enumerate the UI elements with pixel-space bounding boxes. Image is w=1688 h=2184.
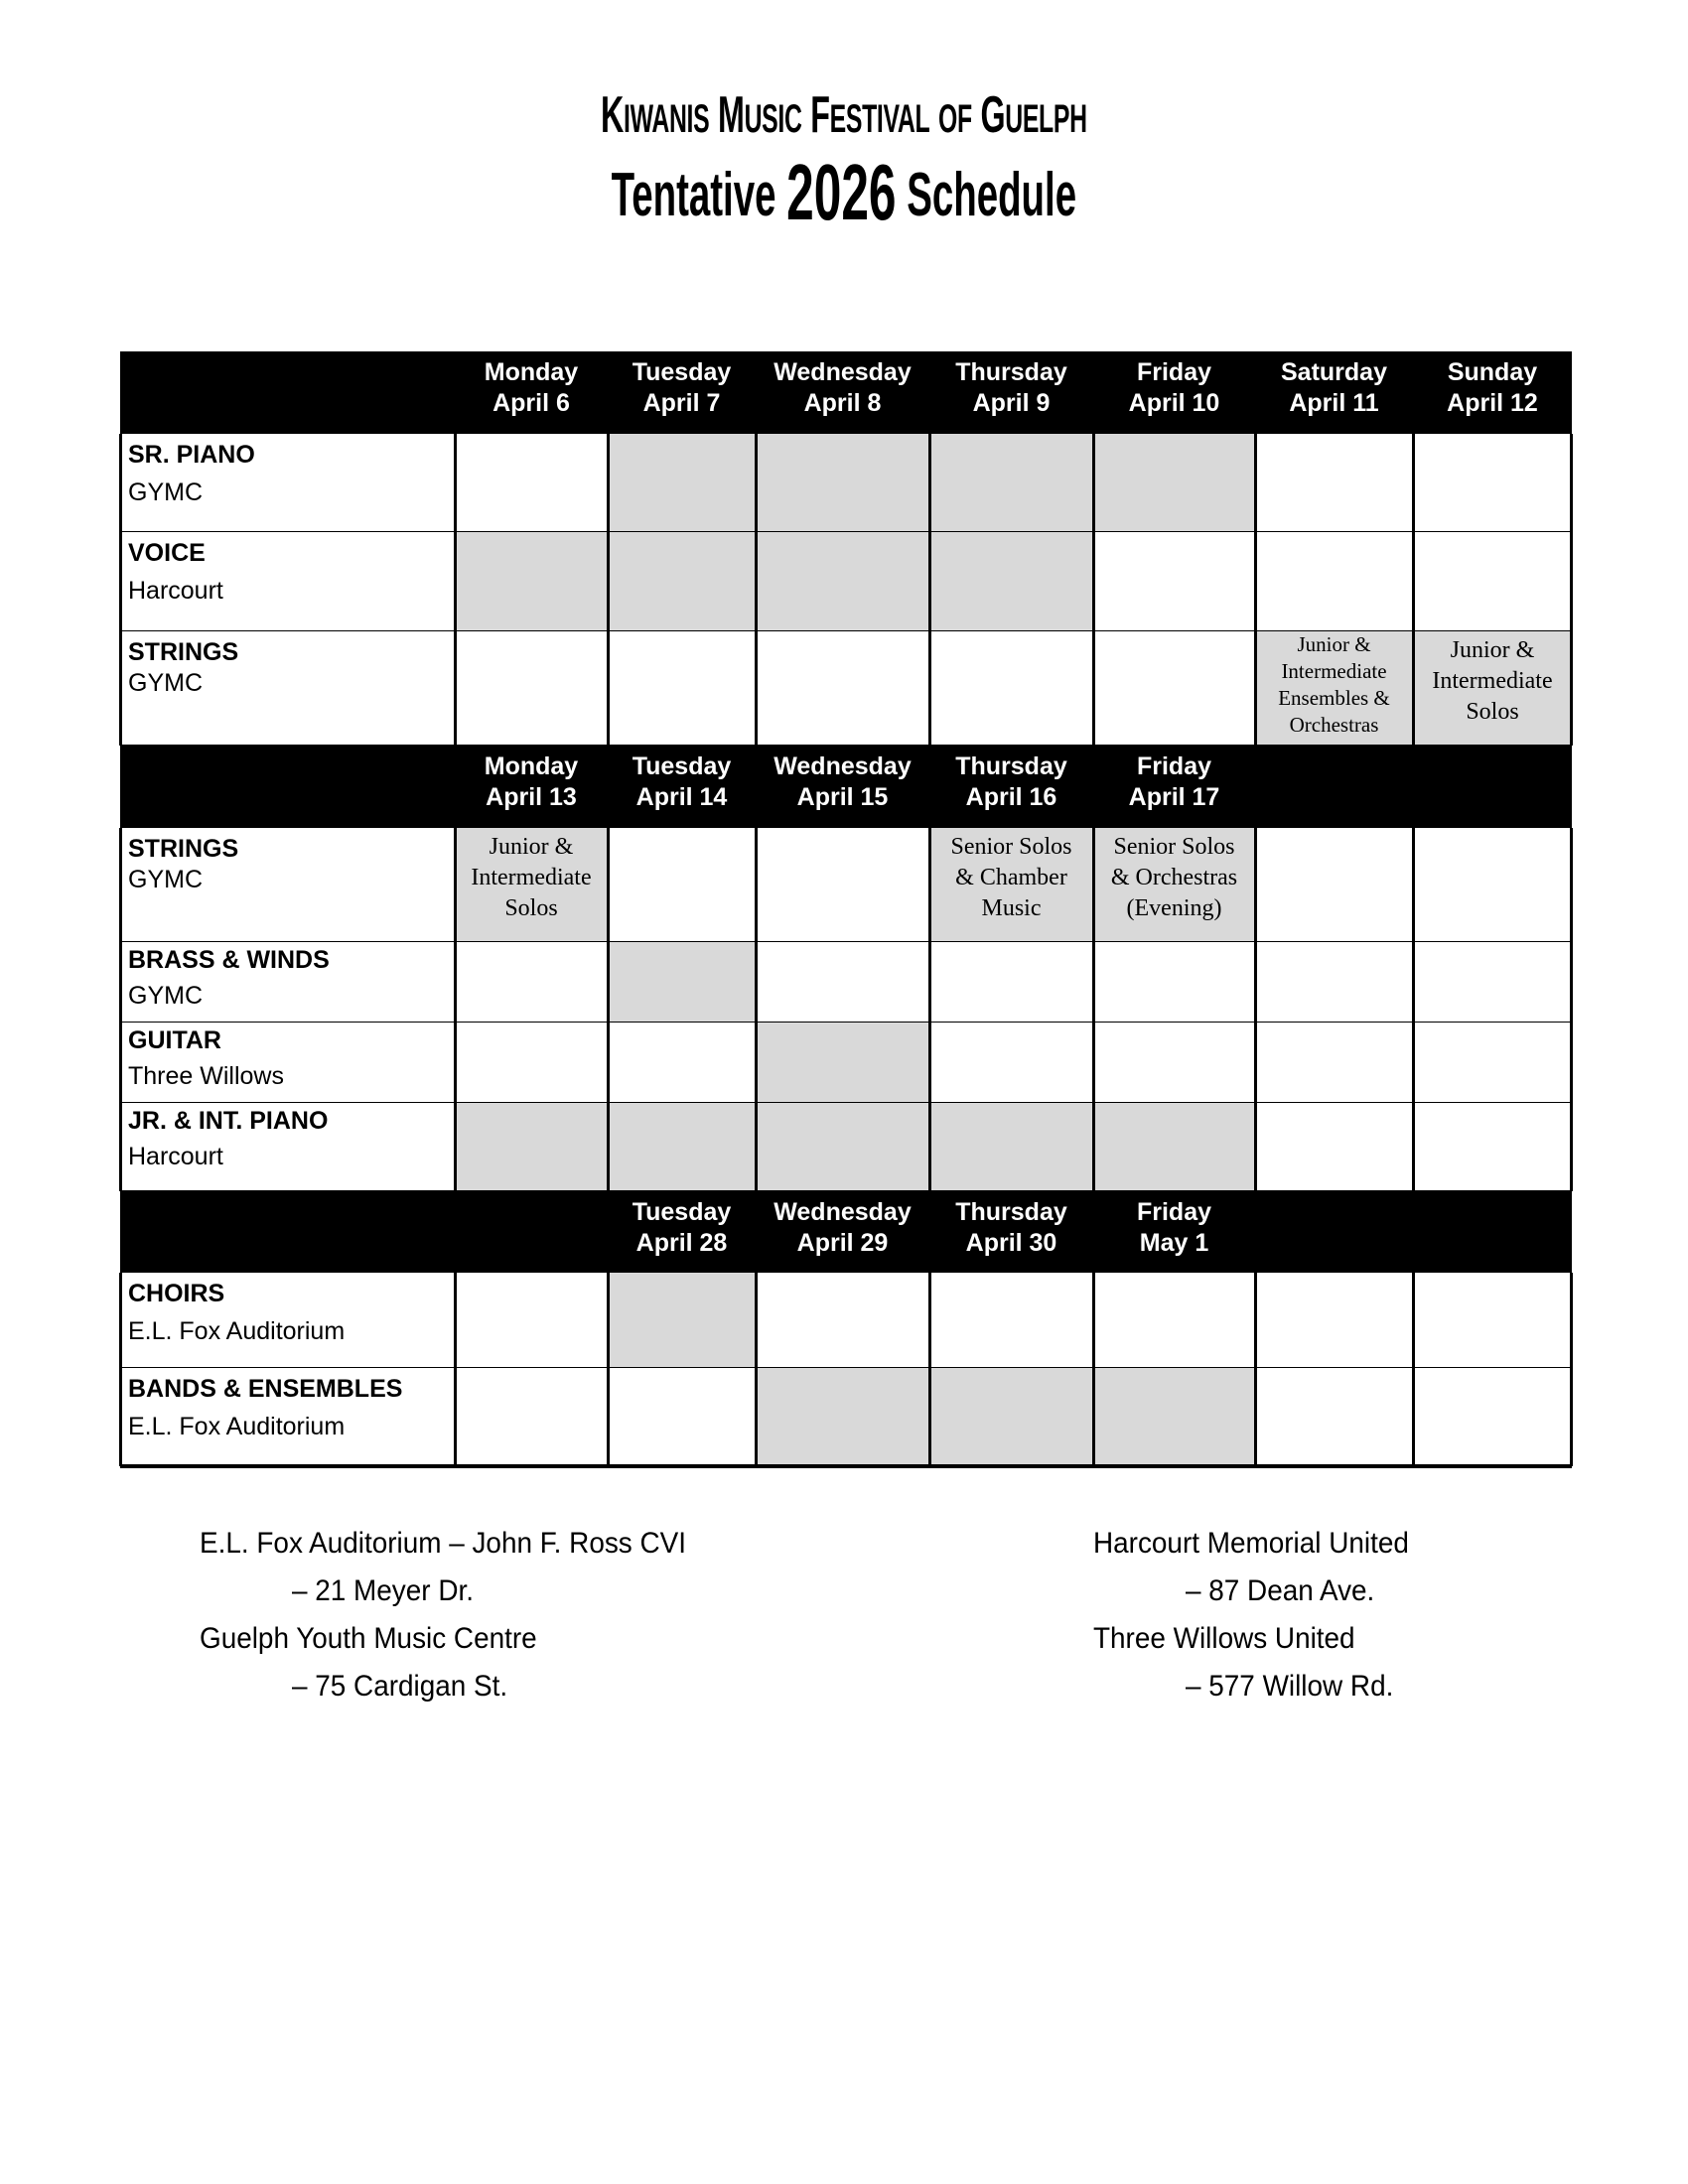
- row-header: [120, 631, 455, 746]
- schedule-title-prefix: Tentative: [611, 161, 776, 229]
- session-note: Junior & Intermediate Solos: [471, 834, 592, 921]
- schedule-cell-open[interactable]: [608, 631, 756, 746]
- schedule-cell-open[interactable]: [1413, 532, 1572, 631]
- schedule-cell-open[interactable]: [1413, 1273, 1572, 1368]
- grid-line: [454, 828, 457, 1191]
- category-venue: Harcourt: [128, 577, 223, 605]
- day-date: April 9: [972, 389, 1051, 417]
- grid-line: [119, 1273, 122, 1466]
- schedule-cell-open[interactable]: [455, 1023, 608, 1103]
- grid-line: [454, 1273, 457, 1466]
- day-date: April 12: [1447, 389, 1538, 417]
- day-date: April 11: [1289, 389, 1379, 417]
- schedule-cell-open[interactable]: [756, 1273, 929, 1368]
- day-weekday: Friday: [1136, 358, 1212, 386]
- grid-line: [755, 434, 758, 746]
- row-label: [128, 1370, 402, 1445]
- grid-line: [1570, 1273, 1573, 1466]
- grid-line: [928, 828, 931, 1191]
- day-date: April 8: [803, 389, 882, 417]
- day-date: April 17: [1128, 783, 1220, 811]
- schedule-cell-open[interactable]: [608, 1368, 756, 1466]
- title-rest: IWANIS: [624, 97, 710, 141]
- grid-line: [1092, 828, 1095, 1191]
- row-header: [120, 1368, 455, 1466]
- day-header: [929, 1197, 1093, 1261]
- session-note: Senior Solos & Orchestras (Evening): [1110, 834, 1238, 921]
- category-venue: GYMC: [128, 669, 203, 697]
- row-label: [128, 534, 223, 610]
- schedule-cell-open[interactable]: [929, 1023, 1093, 1103]
- day-weekday: Wednesday: [774, 752, 912, 780]
- title-rest: ESTIVAL: [829, 97, 930, 141]
- venue-address: – 577 Willow Rd.: [1186, 1670, 1394, 1703]
- grid-line: [755, 1273, 758, 1466]
- schedule-cell-open[interactable]: [1255, 434, 1413, 532]
- day-weekday: Friday: [1136, 1198, 1212, 1226]
- grid-line: [1570, 828, 1573, 1191]
- schedule-cell-open[interactable]: [455, 631, 608, 746]
- schedule-cell-booked[interactable]: [929, 1103, 1093, 1191]
- category-venue: Three Willows: [128, 1062, 284, 1090]
- grid-line: [1254, 434, 1257, 746]
- day-weekday: Thursday: [955, 1198, 1067, 1226]
- venue-name: Harcourt Memorial United: [1093, 1527, 1409, 1560]
- schedule-cell-booked[interactable]: [929, 828, 1093, 942]
- row-header: [120, 828, 455, 942]
- schedule-cell-open[interactable]: [608, 1023, 756, 1103]
- grid-line: [755, 828, 758, 1191]
- venue-list-right: [1093, 1520, 1409, 1710]
- day-weekday: Tuesday: [632, 1198, 732, 1226]
- schedule-cell-booked[interactable]: [929, 434, 1093, 532]
- schedule-cell-booked[interactable]: [1255, 631, 1413, 746]
- schedule-cell-open[interactable]: [929, 1273, 1093, 1368]
- category-name: SR. PIANO: [128, 441, 255, 469]
- category-venue: Harcourt: [128, 1143, 223, 1170]
- grid-line: [1570, 434, 1573, 746]
- schedule-cell-booked[interactable]: [1093, 1103, 1255, 1191]
- schedule-cell-open[interactable]: [1255, 1273, 1413, 1368]
- category-name: GUITAR: [128, 1026, 221, 1054]
- day-weekday: Tuesday: [632, 358, 732, 386]
- row-label: [128, 637, 238, 699]
- grid-line: [119, 828, 122, 1191]
- title-initial: G: [980, 86, 1006, 144]
- day-weekday: Friday: [1136, 752, 1212, 780]
- category-name: VOICE: [128, 539, 206, 567]
- grid-line: [928, 434, 931, 746]
- schedule-cell-booked[interactable]: [756, 1103, 929, 1191]
- day-weekday: Thursday: [955, 358, 1067, 386]
- row-label: [128, 1103, 328, 1174]
- schedule-cell-booked[interactable]: [756, 1368, 929, 1466]
- schedule-cell-open[interactable]: [455, 434, 608, 532]
- schedule-cell-open[interactable]: [455, 1368, 608, 1466]
- day-date: April 15: [796, 783, 889, 811]
- venue-name: E.L. Fox Auditorium – John F. Ross CVI: [200, 1527, 687, 1560]
- schedule-cell-open[interactable]: [1255, 1103, 1413, 1191]
- day-header: [608, 357, 756, 421]
- grid-line: [1092, 434, 1095, 746]
- session-note: Junior & Intermediate Solos: [1432, 637, 1553, 725]
- schedule-cell-open[interactable]: [1255, 532, 1413, 631]
- schedule-cell-booked[interactable]: [1413, 631, 1572, 746]
- schedule-cell-open[interactable]: [1255, 1368, 1413, 1466]
- title-initial: M: [718, 86, 745, 144]
- venue-list-left: [200, 1520, 686, 1710]
- venue-address: – 75 Cardigan St.: [292, 1670, 508, 1703]
- title-initial: K: [601, 86, 625, 144]
- schedule-cell-booked[interactable]: [1093, 828, 1255, 942]
- title-rest: OF: [938, 97, 972, 141]
- grid-line: [1254, 1273, 1257, 1466]
- schedule-year: 2026: [786, 148, 897, 236]
- day-date: April 16: [965, 783, 1057, 811]
- category-venue: GYMC: [128, 866, 203, 893]
- category-name: JR. & INT. PIANO: [128, 1107, 329, 1135]
- day-weekday: Tuesday: [632, 752, 732, 780]
- day-date: April 6: [492, 389, 570, 417]
- schedule-cell-booked[interactable]: [756, 532, 929, 631]
- category-name: BRASS & WINDS: [128, 946, 330, 974]
- grid-line: [928, 1273, 931, 1466]
- schedule-cell-open[interactable]: [756, 631, 929, 746]
- day-header: [929, 357, 1093, 421]
- day-header: [455, 357, 608, 421]
- schedule-cell-open[interactable]: [1093, 1273, 1255, 1368]
- session-note: Junior & Intermediate Ensembles & Orchestras: [1278, 632, 1390, 737]
- day-weekday: Monday: [484, 358, 579, 386]
- schedule-cell-open[interactable]: [1255, 942, 1413, 1023]
- row-header: [120, 434, 455, 532]
- schedule-cell-open[interactable]: [1413, 942, 1572, 1023]
- schedule-cell-booked[interactable]: [1093, 1368, 1255, 1466]
- schedule-cell-open[interactable]: [1413, 1103, 1572, 1191]
- category-name: CHOIRS: [128, 1280, 225, 1307]
- row-label: [128, 436, 255, 511]
- schedule-cell-booked[interactable]: [929, 532, 1093, 631]
- schedule-cell-booked[interactable]: [929, 1368, 1093, 1466]
- grid-line: [1412, 828, 1415, 1191]
- row-header: [120, 1023, 455, 1103]
- row-header: [120, 1273, 455, 1368]
- title-rest: USIC: [744, 97, 802, 141]
- day-header: [756, 1197, 929, 1261]
- grid-line: [454, 434, 457, 746]
- category-name: BANDS & ENSEMBLES: [128, 1375, 403, 1403]
- grid-line: [1412, 1273, 1415, 1466]
- venue-name: Guelph Youth Music Centre: [200, 1622, 537, 1655]
- grid-line: [119, 434, 122, 746]
- schedule-cell-booked[interactable]: [1093, 434, 1255, 532]
- schedule-cell-booked[interactable]: [455, 1103, 608, 1191]
- day-weekday: Saturday: [1281, 358, 1387, 386]
- day-header: [608, 1197, 756, 1261]
- day-weekday: Wednesday: [774, 358, 912, 386]
- day-header: [756, 357, 929, 421]
- grid-line: [1412, 434, 1415, 746]
- day-header: [1093, 751, 1255, 815]
- day-weekday: Sunday: [1447, 358, 1538, 386]
- day-weekday: Monday: [484, 752, 579, 780]
- schedule-cell-open[interactable]: [455, 942, 608, 1023]
- session-note: Senior Solos & Chamber Music: [950, 834, 1072, 921]
- title-rest: UELPH: [1005, 97, 1087, 141]
- schedule-cell-booked[interactable]: [756, 1023, 929, 1103]
- schedule-cell-open[interactable]: [455, 1273, 608, 1368]
- day-date: April 13: [486, 783, 577, 811]
- title-initial: F: [810, 86, 830, 144]
- category-venue: GYMC: [128, 478, 203, 506]
- venue-address: – 87 Dean Ave.: [1186, 1574, 1375, 1607]
- day-header: [1413, 357, 1572, 421]
- day-date: April 30: [965, 1229, 1057, 1257]
- schedule-cell-booked[interactable]: [608, 532, 756, 631]
- grid-line: [607, 1273, 610, 1466]
- grid-line: [120, 1464, 1572, 1467]
- category-venue: E.L. Fox Auditorium: [128, 1413, 346, 1440]
- schedule-cell-booked[interactable]: [608, 1273, 756, 1368]
- day-header: [929, 751, 1093, 815]
- schedule-cell-open[interactable]: [756, 942, 929, 1023]
- schedule-cell-open[interactable]: [929, 942, 1093, 1023]
- schedule-cell-open[interactable]: [1093, 532, 1255, 631]
- row-header: [120, 1103, 455, 1191]
- schedule-cell-booked[interactable]: [455, 532, 608, 631]
- day-weekday: Wednesday: [774, 1198, 912, 1226]
- category-venue: E.L. Fox Auditorium: [128, 1317, 346, 1345]
- venue-name: Three Willows United: [1093, 1622, 1355, 1655]
- category-venue: GYMC: [128, 982, 203, 1010]
- row-header: [120, 532, 455, 631]
- row-label: [128, 942, 330, 1014]
- day-weekday: Thursday: [955, 752, 1067, 780]
- schedule-cell-open[interactable]: [608, 828, 756, 942]
- schedule-cell-open[interactable]: [1093, 1023, 1255, 1103]
- schedule-cell-booked[interactable]: [608, 942, 756, 1023]
- row-header: [120, 942, 455, 1023]
- schedule-cell-open[interactable]: [1093, 942, 1255, 1023]
- day-date: April 7: [642, 389, 721, 417]
- day-date: April 29: [796, 1229, 889, 1257]
- schedule-cell-booked[interactable]: [608, 434, 756, 532]
- schedule-cell-open[interactable]: [1413, 434, 1572, 532]
- day-header: [1255, 357, 1413, 421]
- schedule-cell-booked[interactable]: [455, 828, 608, 942]
- schedule-cell-open[interactable]: [1413, 1023, 1572, 1103]
- schedule-cell-booked[interactable]: [608, 1103, 756, 1191]
- schedule-cell-open[interactable]: [756, 828, 929, 942]
- row-label: [128, 1275, 345, 1350]
- schedule-cell-open[interactable]: [1255, 1023, 1413, 1103]
- day-header: [1093, 1197, 1255, 1261]
- schedule-cell-open[interactable]: [929, 631, 1093, 746]
- day-date: April 10: [1128, 389, 1220, 417]
- schedule-cell-open[interactable]: [1413, 1368, 1572, 1466]
- grid-line: [1254, 828, 1257, 1191]
- schedule-cell-open[interactable]: [1413, 828, 1572, 942]
- schedule-cell-booked[interactable]: [756, 434, 929, 532]
- grid-line: [607, 434, 610, 746]
- day-date: May 1: [1139, 1229, 1209, 1257]
- row-label: [128, 834, 238, 895]
- schedule-cell-open[interactable]: [1255, 828, 1413, 942]
- day-date: April 28: [635, 1229, 728, 1257]
- day-header: [1093, 357, 1255, 421]
- row-label: [128, 1023, 284, 1094]
- category-name: STRINGS: [128, 835, 239, 863]
- schedule-cell-open[interactable]: [1093, 631, 1255, 746]
- venue-address: – 21 Meyer Dr.: [292, 1574, 474, 1607]
- grid-line: [1092, 1273, 1095, 1466]
- grid-line: [607, 828, 610, 1191]
- day-header: [756, 751, 929, 815]
- day-date: April 14: [635, 783, 728, 811]
- day-header: [455, 751, 608, 815]
- schedule-title-suffix: Schedule: [907, 161, 1077, 229]
- day-header: [608, 751, 756, 815]
- category-name: STRINGS: [128, 638, 239, 666]
